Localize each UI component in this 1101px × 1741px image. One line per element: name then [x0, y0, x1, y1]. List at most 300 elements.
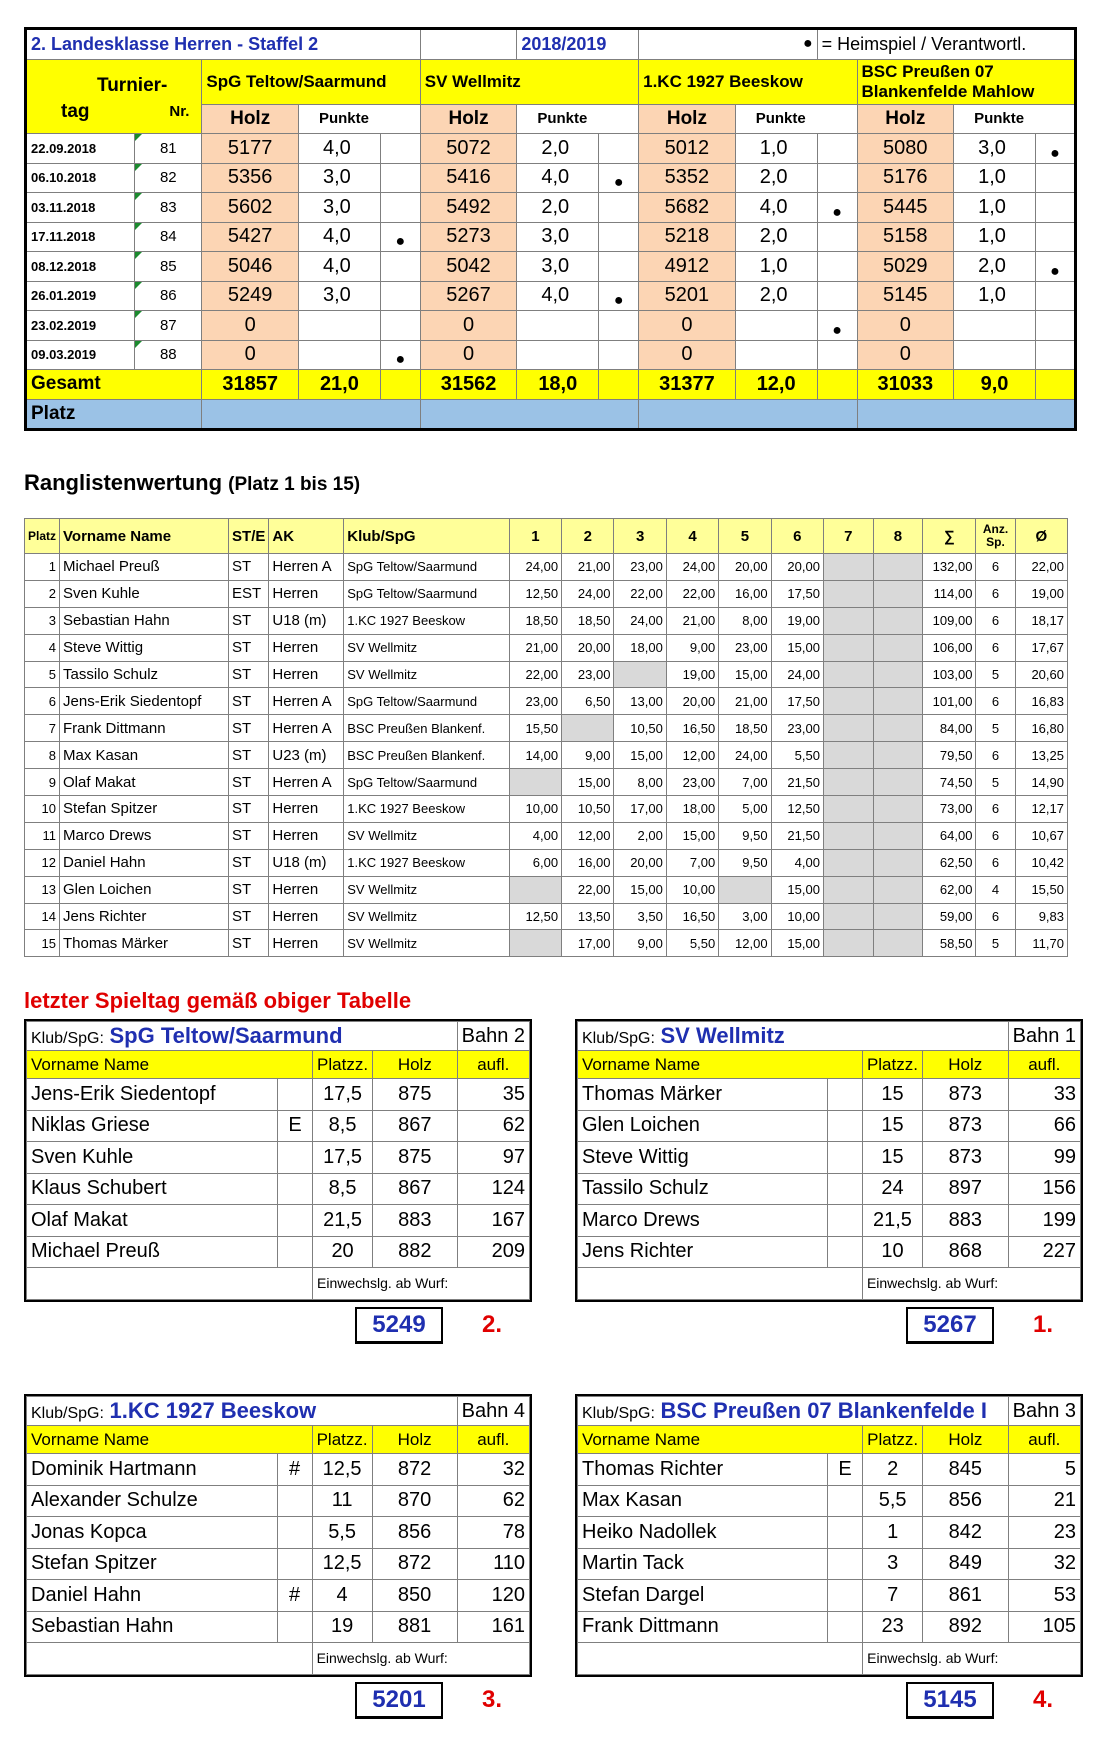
matchday-row [26, 340, 1076, 370]
punkte-cell: 3,0 [517, 222, 599, 252]
ranking-cell [873, 580, 923, 607]
ranking-cell [873, 742, 923, 769]
ranking-cell: Herren A [269, 769, 344, 796]
ranking-cell [873, 607, 923, 634]
ranking-cell: 1.KC 1927 Beeskow [344, 607, 509, 634]
ranking-cell [823, 876, 873, 903]
holz-cell: 4912 [639, 252, 736, 282]
ranking-cell [823, 554, 873, 581]
ranking-header-cell: Platz [25, 519, 60, 554]
player-holz: 870 [372, 1485, 457, 1517]
punkte-cell: 4,0 [735, 193, 817, 223]
total-holz: 31033 [857, 370, 954, 400]
player-aufl: 120 [457, 1580, 529, 1612]
matchday-row [26, 163, 1076, 193]
player-row [578, 1580, 1081, 1612]
col-name-header: Vorname Name [27, 1426, 313, 1454]
ranking-cell: 7 [25, 715, 60, 742]
home-dot [380, 163, 420, 193]
ranking-cell [823, 796, 873, 823]
ranking-cell: 8 [25, 742, 60, 769]
punkte-header: Punkte [735, 104, 857, 134]
last-match-title: letzter Spieltag gemäß obiger Tabelle [24, 988, 412, 1013]
ranking-cell: SpG Teltow/Saarmund [344, 580, 509, 607]
klub-label: Klub/SpG: [31, 1405, 104, 1422]
ranking-cell: 5 [976, 769, 1015, 796]
ranking-header-cell: Klub/SpG [344, 519, 509, 554]
player-flag [828, 1236, 863, 1268]
ranking-row [25, 822, 1068, 849]
ranking-cell: 6 [976, 903, 1015, 930]
ranking-cell [562, 715, 614, 742]
ranking-cell: 17,50 [771, 580, 823, 607]
ranking-cell: 6 [976, 554, 1015, 581]
tag-label: tag [61, 101, 90, 123]
ranking-cell [873, 554, 923, 581]
team-lineup-box [575, 1394, 1083, 1677]
ranking-cell: Jens-Erik Siedentopf [60, 688, 229, 715]
matchday-row [26, 311, 1076, 341]
home-dot [599, 311, 639, 341]
ranking-header-row [25, 519, 1068, 554]
ranking-cell [873, 769, 923, 796]
ranking-cell: 10,00 [666, 876, 718, 903]
ranking-cell: 2 [25, 580, 60, 607]
player-platzz: 12,5 [312, 1454, 372, 1486]
player-name: Stefan Spitzer [27, 1548, 278, 1580]
ranking-cell: 21,00 [509, 634, 561, 661]
matchday-nr: 85 [135, 252, 202, 282]
ranking-cell: 103,00 [923, 661, 976, 688]
player-name: Heiko Nadollek [578, 1517, 828, 1549]
ranking-cell: 20,00 [719, 554, 771, 581]
ranking-cell: ST [229, 634, 269, 661]
ranking-cell: 15,00 [771, 634, 823, 661]
player-flag [827, 1580, 862, 1612]
player-name: Sebastian Hahn [27, 1611, 278, 1643]
ranking-row [25, 796, 1068, 823]
player-row [578, 1517, 1081, 1549]
team-rank: 2. [482, 1311, 503, 1338]
home-dot [1035, 281, 1075, 311]
ranking-cell: 20,60 [1015, 661, 1067, 688]
ranking-cell: 22,00 [614, 580, 666, 607]
punkte-cell: 1,0 [735, 252, 817, 282]
punkte-cell: 1,0 [954, 222, 1036, 252]
ranking-cell: Marco Drews [60, 822, 229, 849]
einwechsel-label: Einwechslg. ab Wurf: [312, 1643, 529, 1675]
ranking-header-cell: 4 [666, 519, 718, 554]
ranking-cell: Jens Richter [60, 903, 229, 930]
ranking-subtitle: (Platz 1 bis 15) [228, 474, 361, 495]
holz-cell: 5201 [639, 281, 736, 311]
player-flag [828, 1205, 863, 1237]
team-total-holz: 5201 [355, 1682, 443, 1719]
player-row [27, 1236, 530, 1268]
player-name: Daniel Hahn [27, 1580, 278, 1612]
ranking-cell: 6 [976, 796, 1015, 823]
ranking-cell [873, 661, 923, 688]
home-dot [380, 281, 420, 311]
league-title: 2. Landesklasse Herren - Staffel 2 [26, 29, 421, 60]
col-holz-header: Holz [372, 1426, 457, 1454]
ranking-header-cell: Vorname Name [60, 519, 229, 554]
player-holz: 875 [373, 1142, 458, 1174]
ranking-cell: 24,00 [719, 742, 771, 769]
matchday-date: 09.03.2019 [26, 340, 135, 370]
ranking-cell: Herren [269, 661, 344, 688]
player-flag [827, 1485, 862, 1517]
matchday-date: 03.11.2018 [26, 193, 135, 223]
holz-cell: 5012 [639, 134, 736, 164]
ranking-cell: 20,00 [614, 849, 666, 876]
holz-cell: 5029 [857, 252, 954, 282]
home-dot: ● [380, 222, 420, 252]
holz-cell: 0 [639, 340, 736, 370]
punkte-cell [954, 340, 1036, 370]
ranking-cell: SV Wellmitz [344, 930, 509, 957]
ranking-cell: SV Wellmitz [344, 634, 509, 661]
ranking-cell: 4 [25, 634, 60, 661]
ranking-cell: 14,90 [1015, 769, 1067, 796]
ranking-cell: 20,00 [666, 688, 718, 715]
player-row [27, 1110, 530, 1142]
player-holz: 867 [373, 1110, 458, 1142]
home-dot [817, 222, 857, 252]
player-platzz: 10 [862, 1236, 922, 1268]
ranking-cell: Frank Dittmann [60, 715, 229, 742]
ranking-cell: Tassilo Schulz [60, 661, 229, 688]
ranking-cell: Olaf Makat [60, 769, 229, 796]
ranking-cell: 21,50 [771, 769, 823, 796]
col-aufl-header: aufl. [1008, 1426, 1080, 1454]
team-name: SV Wellmitz [660, 1023, 785, 1048]
player-flag: E [827, 1454, 862, 1486]
home-dot: ● [599, 163, 639, 193]
home-dot [380, 311, 420, 341]
punkte-cell: 2,0 [517, 193, 599, 223]
player-platzz: 7 [863, 1580, 923, 1612]
ranking-cell: 1 [25, 554, 60, 581]
ranking-cell [873, 903, 923, 930]
total-holz: 31562 [420, 370, 517, 400]
ranking-cell: ST [229, 930, 269, 957]
player-row [578, 1205, 1081, 1237]
player-holz: 881 [372, 1611, 457, 1643]
ranking-cell [873, 715, 923, 742]
ranking-cell [823, 715, 873, 742]
player-holz: 883 [922, 1205, 1008, 1237]
player-flag [278, 1142, 313, 1174]
player-row [578, 1485, 1081, 1517]
player-platzz: 11 [312, 1485, 372, 1517]
matchday-nr: 84 [135, 222, 202, 252]
ranking-cell: 13 [25, 876, 60, 903]
player-aufl: 35 [457, 1079, 529, 1111]
ranking-cell: 7,00 [666, 849, 718, 876]
ranking-cell: 1.KC 1927 Beeskow [344, 796, 509, 823]
ranking-cell: 10 [25, 796, 60, 823]
ranking-cell: 24,00 [771, 661, 823, 688]
ranking-header-cell: Ø [1015, 519, 1067, 554]
ranking-cell: Herren [269, 930, 344, 957]
ranking-cell: Herren [269, 903, 344, 930]
ranking-row [25, 688, 1068, 715]
player-name: Martin Tack [578, 1548, 828, 1580]
col-platzz-header: Platzz. [863, 1426, 923, 1454]
ranking-cell: 132,00 [923, 554, 976, 581]
player-holz: 873 [922, 1079, 1008, 1111]
player-platzz: 4 [312, 1580, 372, 1612]
total-punkte: 21,0 [298, 370, 380, 400]
ranking-cell: 19,00 [771, 607, 823, 634]
team-name: BSC Preußen 07 Blankenfelde I [660, 1398, 987, 1423]
ranking-header-cell: AK [269, 519, 344, 554]
matchday-date: 17.11.2018 [26, 222, 135, 252]
ranking-cell: U18 (m) [269, 607, 344, 634]
einwechsel-label: Einwechslg. ab Wurf: [313, 1268, 530, 1300]
player-holz: 868 [922, 1236, 1008, 1268]
player-flag: E [278, 1110, 313, 1142]
holz-cell: 0 [639, 311, 736, 341]
holz-cell: 5046 [202, 252, 299, 282]
player-row [578, 1079, 1081, 1111]
punkte-cell: 3,0 [954, 134, 1036, 164]
ranking-row [25, 876, 1068, 903]
team-lineup-box [24, 1394, 532, 1677]
matchday-date: 06.10.2018 [26, 163, 135, 193]
ranking-cell: 5 [25, 661, 60, 688]
ranking-cell: 12,17 [1015, 796, 1067, 823]
player-platzz: 5,5 [863, 1485, 923, 1517]
player-platzz: 8,5 [313, 1173, 373, 1205]
gesamt-label: Gesamt [26, 370, 202, 400]
home-dot [599, 252, 639, 282]
punkte-cell: 4,0 [298, 252, 380, 282]
player-aufl: 21 [1008, 1485, 1080, 1517]
ranking-cell: 4,00 [509, 822, 561, 849]
player-row [27, 1079, 530, 1111]
player-name: Frank Dittmann [578, 1611, 828, 1643]
ranking-cell: U18 (m) [269, 849, 344, 876]
holz-header: Holz [639, 104, 736, 134]
ranking-cell: 5,00 [719, 796, 771, 823]
ranking-cell: 17,00 [562, 930, 614, 957]
home-dot [817, 340, 857, 370]
ranking-cell: 6 [976, 688, 1015, 715]
col-name-header: Vorname Name [27, 1051, 313, 1079]
punkte-header: Punkte [298, 104, 420, 134]
player-holz: 892 [923, 1611, 1008, 1643]
ranking-cell: 6 [976, 849, 1015, 876]
ranking-cell [873, 876, 923, 903]
ranking-cell: 15,00 [562, 769, 614, 796]
punkte-cell: 2,0 [735, 163, 817, 193]
ranking-cell: 10,50 [614, 715, 666, 742]
ranking-cell: 10,00 [771, 903, 823, 930]
player-platzz: 20 [313, 1236, 373, 1268]
home-dot [1035, 222, 1075, 252]
player-name: Michael Preuß [27, 1236, 278, 1268]
ranking-cell: 12,00 [719, 930, 771, 957]
ranking-cell: 3,00 [719, 903, 771, 930]
ranking-cell: 1.KC 1927 Beeskow [344, 849, 509, 876]
player-holz: 875 [373, 1079, 458, 1111]
home-dot: ● [817, 311, 857, 341]
ranking-cell: 9,00 [562, 742, 614, 769]
team-header-1: SpG Teltow/Saarmund [202, 59, 420, 104]
player-aufl: 99 [1008, 1142, 1080, 1174]
ranking-cell: 24,00 [562, 580, 614, 607]
player-platzz: 23 [863, 1611, 923, 1643]
ranking-title-text: Ranglistenwertung [24, 470, 223, 495]
ranking-cell: ST [229, 715, 269, 742]
ranking-row [25, 903, 1068, 930]
player-platzz: 21,5 [313, 1205, 373, 1237]
punkte-cell: 3,0 [298, 281, 380, 311]
player-platzz: 2 [863, 1454, 923, 1486]
ranking-row [25, 580, 1068, 607]
player-holz: 897 [922, 1173, 1008, 1205]
ranking-cell: 5,50 [771, 742, 823, 769]
ranking-cell: 4 [976, 876, 1015, 903]
ranking-cell: 6,00 [509, 849, 561, 876]
holz-cell: 5042 [420, 252, 517, 282]
home-dot [599, 222, 639, 252]
ranking-cell: 12,00 [562, 822, 614, 849]
holz-header: Holz [202, 104, 299, 134]
ranking-cell: SpG Teltow/Saarmund [344, 769, 509, 796]
player-flag [277, 1611, 312, 1643]
player-platzz: 12,5 [312, 1548, 372, 1580]
holz-cell: 5072 [420, 134, 517, 164]
holz-cell: 5249 [202, 281, 299, 311]
player-row [27, 1611, 530, 1643]
ranking-header-cell: 7 [823, 519, 873, 554]
ranking-cell: Herren [269, 796, 344, 823]
col-aufl-header: aufl. [457, 1051, 529, 1079]
klub-label: Klub/SpG: [582, 1405, 655, 1422]
ranking-row [25, 742, 1068, 769]
player-aufl: 161 [457, 1611, 529, 1643]
player-flag [278, 1236, 313, 1268]
matchday-nr: 83 [135, 193, 202, 223]
matchday-nr: 86 [135, 281, 202, 311]
holz-cell: 5177 [202, 134, 299, 164]
player-name: Alexander Schulze [27, 1485, 278, 1517]
ranking-cell: Herren [269, 822, 344, 849]
home-dot [380, 252, 420, 282]
ranking-row [25, 930, 1068, 957]
punkte-cell: 4,0 [298, 222, 380, 252]
ranking-cell: Herren [269, 634, 344, 661]
ranking-cell: 6 [976, 822, 1015, 849]
ranking-cell: 18,50 [509, 607, 561, 634]
ranking-cell [823, 661, 873, 688]
ranking-cell: U23 (m) [269, 742, 344, 769]
col-name-header: Vorname Name [578, 1051, 863, 1079]
ranking-cell: 19,00 [666, 661, 718, 688]
col-platzz-header: Platzz. [862, 1051, 922, 1079]
punkte-cell [298, 340, 380, 370]
ranking-header-cell: 1 [509, 519, 561, 554]
player-name: Thomas Richter [578, 1454, 828, 1486]
ranking-cell: 12,50 [509, 903, 561, 930]
player-holz: 873 [922, 1110, 1008, 1142]
punkte-header: Punkte [954, 104, 1076, 134]
ranking-cell: 5,50 [666, 930, 718, 957]
ranking-cell: Herren A [269, 554, 344, 581]
player-platzz: 15 [862, 1110, 922, 1142]
ranking-cell: 23,00 [614, 554, 666, 581]
ranking-cell: 11,70 [1015, 930, 1067, 957]
player-name: Jens-Erik Siedentopf [27, 1079, 278, 1111]
player-holz: 856 [372, 1517, 457, 1549]
home-dot [599, 340, 639, 370]
ranking-cell: 64,00 [923, 822, 976, 849]
home-dot: ● [380, 340, 420, 370]
player-holz: 861 [923, 1580, 1008, 1612]
punkte-cell: 1,0 [954, 281, 1036, 311]
player-flag [828, 1142, 863, 1174]
ranking-cell: 74,50 [923, 769, 976, 796]
home-dot [817, 252, 857, 282]
nr-label: Nr. [169, 103, 190, 121]
player-aufl: 32 [1008, 1548, 1080, 1580]
player-platzz: 3 [863, 1548, 923, 1580]
player-name: Max Kasan [578, 1485, 828, 1517]
player-flag [277, 1548, 312, 1580]
ranking-cell [823, 849, 873, 876]
ranking-cell: ST [229, 822, 269, 849]
player-platzz: 5,5 [312, 1517, 372, 1549]
ranking-cell: SpG Teltow/Saarmund [344, 554, 509, 581]
home-dot: ● [1035, 252, 1075, 282]
ranking-row [25, 715, 1068, 742]
ranking-cell: 23,00 [771, 715, 823, 742]
player-platzz: 8,5 [313, 1110, 373, 1142]
ranking-cell: 10,00 [509, 796, 561, 823]
player-flag: # [277, 1454, 312, 1486]
holz-cell: 0 [202, 340, 299, 370]
ranking-header-cell: ST/E [229, 519, 269, 554]
player-aufl: 53 [1008, 1580, 1080, 1612]
punkte-cell: 4,0 [298, 134, 380, 164]
holz-cell: 5445 [857, 193, 954, 223]
matchday-row [26, 193, 1076, 223]
matchday-date: 26.01.2019 [26, 281, 135, 311]
ranking-cell: EST [229, 580, 269, 607]
player-name: Stefan Dargel [578, 1580, 828, 1612]
home-dot [1035, 311, 1075, 341]
player-aufl: 209 [457, 1236, 529, 1268]
player-aufl: 167 [457, 1205, 529, 1237]
team-total-holz: 5267 [906, 1307, 994, 1344]
ranking-cell: 12,50 [509, 580, 561, 607]
player-aufl: 62 [457, 1485, 529, 1517]
ranking-cell: BSC Preußen Blankenf. [344, 742, 509, 769]
holz-cell: 5427 [202, 222, 299, 252]
ranking-cell: SpG Teltow/Saarmund [344, 688, 509, 715]
ranking-cell: Stefan Spitzer [60, 796, 229, 823]
ranking-cell: 8,00 [719, 607, 771, 634]
ranking-cell: 23,00 [509, 688, 561, 715]
ranking-cell: 6 [976, 580, 1015, 607]
ranking-cell: 10,42 [1015, 849, 1067, 876]
ranking-cell: 5 [976, 930, 1015, 957]
player-row [578, 1548, 1081, 1580]
ranking-cell: 11 [25, 822, 60, 849]
